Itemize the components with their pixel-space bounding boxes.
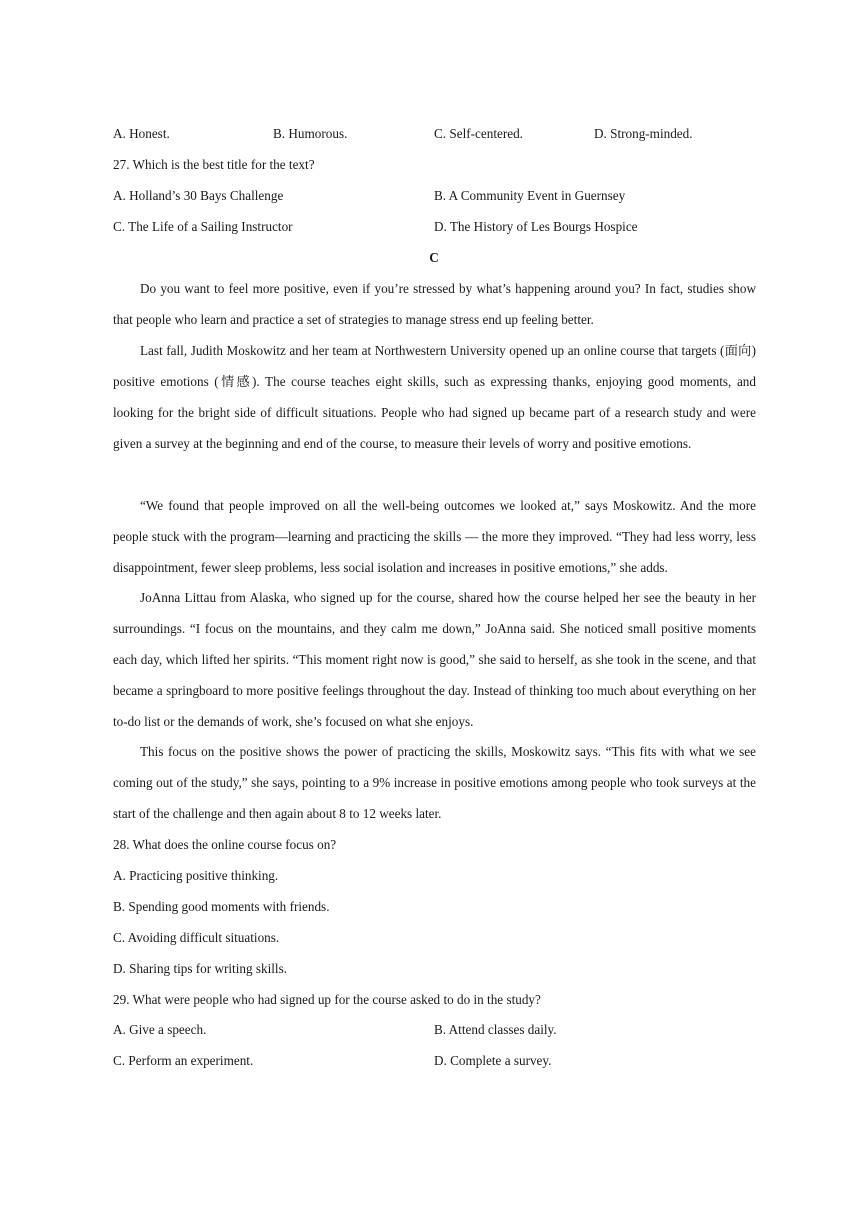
q27-option-b: B. A Community Event in Guernsey — [434, 188, 626, 203]
passage-paragraph-4: JoAnna Littau from Alaska, who signed up for the course, shared how the course helped her see the beauty in her surroundings. “I focus on the mountains, and they calm me down,” JoAnna said. She noticed small positive moments each day, which lifted her spirits. “This moment right now is good,” she said to herself, as she took in the scene, and that became a springboard to more positive feelings throughout the day. Instead of thinking too much about everything on her to-do list or the demands of work, she’s focused on what she enjoys. — [113, 590, 756, 729]
section-label: C — [429, 250, 439, 265]
q27-option-d: D. The History of Les Bourgs Hospice — [434, 219, 638, 234]
q26-option-b: B. Humorous. — [273, 126, 348, 141]
q29-option-a: A. Give a speech. — [113, 1022, 207, 1037]
q28-option-c: C. Avoiding difficult situations. — [113, 930, 280, 945]
q28-option-b: B. Spending good moments with friends. — [113, 899, 330, 914]
passage-paragraph-3: “We found that people improved on all the well-being outcomes we looked at,” says Moskowitz. And the more people stuck with the program—learning and practicing the skills — the more they improved. “They had less worry, less disappointment, fewer sleep problems, less social isolation and increases in positive emotions,” she adds. — [113, 498, 756, 575]
q29-stem: 29. What were people who had signed up for the course asked to do in the study? — [113, 992, 541, 1007]
q26-option-c: C. Self-centered. — [434, 126, 523, 141]
q28-option-d: D. Sharing tips for writing skills. — [113, 961, 288, 976]
passage-paragraph-2: Last fall, Judith Moskowitz and her team at Northwestern University opened up an online course that targets (面向) positive emotions (情感). The course teaches eight skills, such as expressing thanks, enjoying good moments, and looking for the bright side of difficult situations. People who had signed up became part of a research study and were given a survey at the beginning and end of the course, to measure their levels of worry and positive emotions. — [113, 343, 756, 451]
q26-option-a: A. Honest. — [113, 126, 170, 141]
passage-paragraph-5: This focus on the positive shows the power of practicing the skills, Moskowitz says. “This fits with what we see coming out of the study,” she says, pointing to a 9% increase in positive emotions among people who took surveys at the start of the challenge and then again about 8 to 12 weeks later. — [113, 744, 756, 821]
q29-option-d: D. Complete a survey. — [434, 1053, 552, 1068]
q27-stem: 27. Which is the best title for the text? — [113, 157, 315, 172]
q29-option-c: C. Perform an experiment. — [113, 1053, 254, 1068]
q28-stem: 28. What does the online course focus on? — [113, 837, 337, 852]
q27-option-a: A. Holland’s 30 Bays Challenge — [113, 188, 284, 203]
q26-option-d: D. Strong-minded. — [594, 126, 693, 141]
q29-option-b: B. Attend classes daily. — [434, 1022, 557, 1037]
passage-paragraph-1: Do you want to feel more positive, even if you’re stressed by what’s happening around you? In fact, studies show that people who learn and practice a set of strategies to manage stress end up feeling better. — [113, 281, 756, 327]
q27-option-c: C. The Life of a Sailing Instructor — [113, 219, 293, 234]
q28-option-a: A. Practicing positive thinking. — [113, 868, 279, 883]
